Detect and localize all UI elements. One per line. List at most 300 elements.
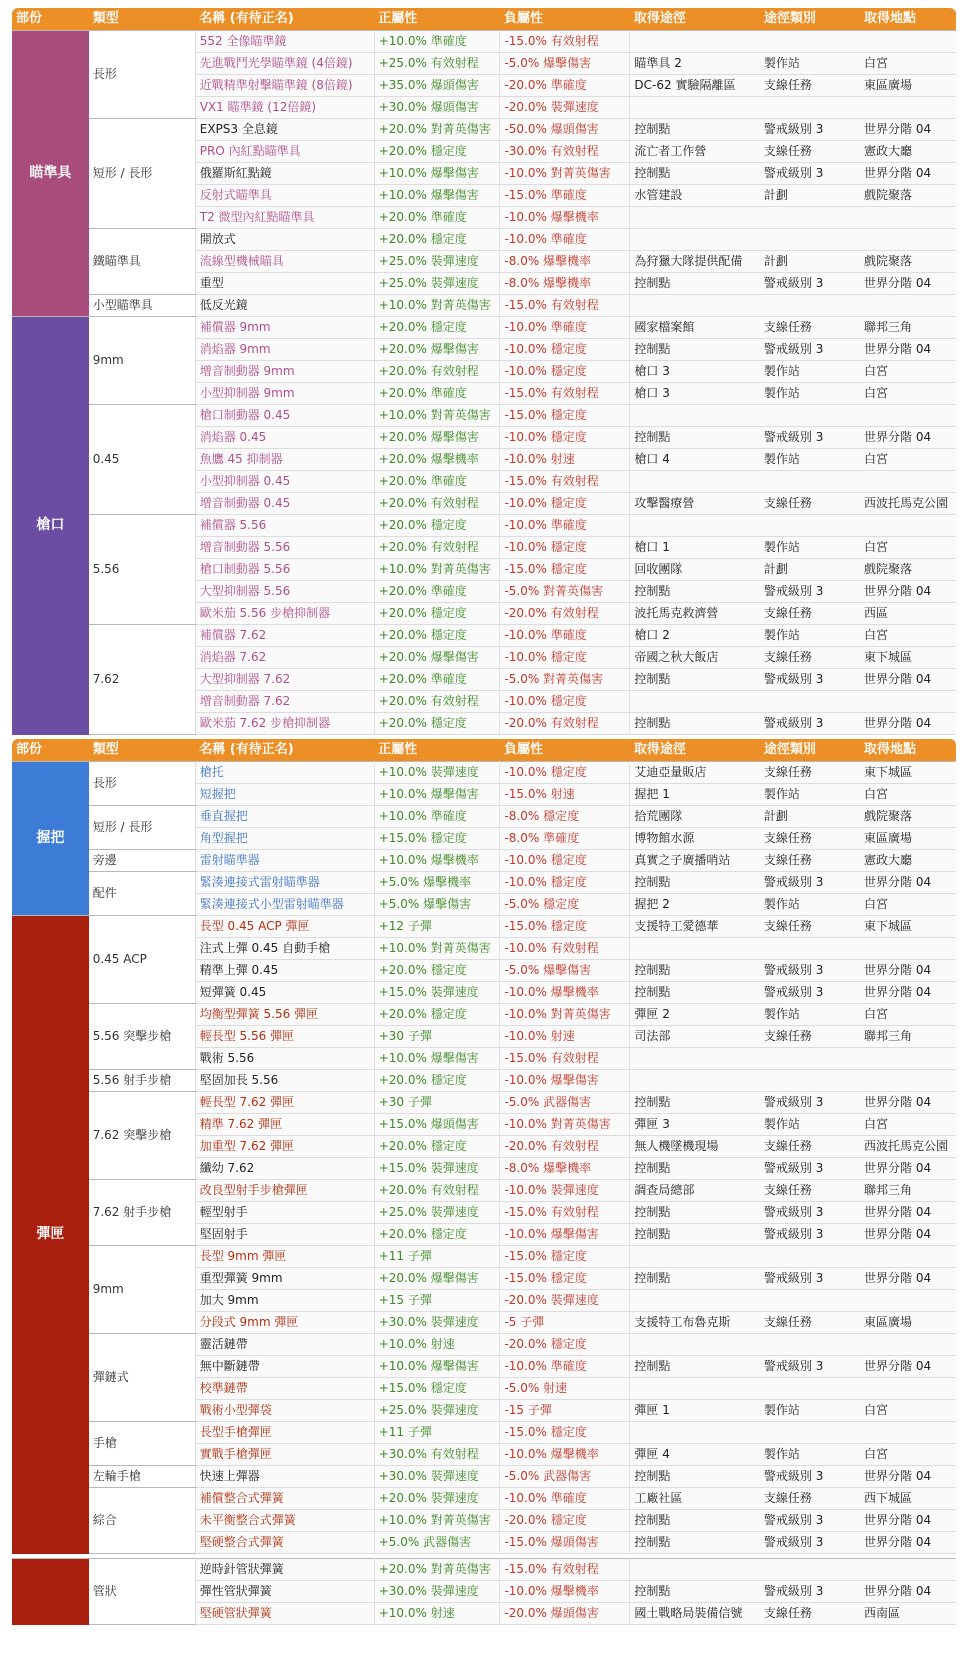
negative-attr: -10.0% 穩定度 bbox=[500, 850, 630, 872]
method-type bbox=[760, 515, 860, 537]
item-name[interactable]: EXPS3 全息鏡 bbox=[195, 119, 374, 141]
positive-attr: +10.0% 爆擊機率 bbox=[374, 850, 500, 872]
item-name[interactable]: 校準鏈帶 bbox=[195, 1378, 374, 1400]
item-name[interactable]: 堅硬整合式彈簧 bbox=[195, 1532, 374, 1554]
positive-attr: +30.0% 裝彈速度 bbox=[374, 1581, 500, 1603]
method-type: 計劃 bbox=[760, 185, 860, 207]
negative-attr: -10.0% 對菁英傷害 bbox=[500, 1114, 630, 1136]
item-name[interactable]: 槍口制動器 0.45 bbox=[195, 405, 374, 427]
attachment-table bbox=[12, 1558, 956, 1625]
item-name[interactable]: 補償整合式彈簧 bbox=[195, 1488, 374, 1510]
table-row bbox=[12, 1559, 956, 1581]
method-type: 支線任務 bbox=[760, 1180, 860, 1202]
item-name[interactable]: 重型 bbox=[195, 273, 374, 295]
method-type: 警戒級別 3 bbox=[760, 872, 860, 894]
positive-attr: +20.0% 有效射程 bbox=[374, 493, 500, 515]
type-cell: 配件 bbox=[89, 872, 196, 916]
item-name[interactable]: 短彈簧 0.45 bbox=[195, 982, 374, 1004]
type-cell: 長形 bbox=[89, 762, 196, 806]
item-name[interactable]: 反射式瞄準具 bbox=[195, 185, 374, 207]
positive-attr: +10.0% 裝彈速度 bbox=[374, 762, 500, 784]
negative-attr: -10.0% 穩定度 bbox=[500, 691, 630, 713]
acquire-method: 真實之子廣播哨站 bbox=[630, 850, 760, 872]
item-name[interactable]: 角型握把 bbox=[195, 828, 374, 850]
item-name[interactable]: 魚鷹 45 抑制器 bbox=[195, 449, 374, 471]
item-name[interactable]: 俄羅斯紅點鏡 bbox=[195, 163, 374, 185]
item-name[interactable]: 消焰器 7.62 bbox=[195, 647, 374, 669]
positive-attr: +10.0% 爆擊傷害 bbox=[374, 185, 500, 207]
acquire-location: 世界分階 04 bbox=[860, 982, 956, 1004]
item-name[interactable]: 彈性管狀彈簧 bbox=[195, 1581, 374, 1603]
negative-attr: -15.0% 有效射程 bbox=[500, 295, 630, 317]
item-name[interactable]: 纖幼 7.62 bbox=[195, 1158, 374, 1180]
table-row bbox=[12, 1466, 956, 1488]
acquire-location: 東區廣場 bbox=[860, 828, 956, 850]
positive-attr: +30.0% 裝彈速度 bbox=[374, 1312, 500, 1334]
category-cell: 握把 bbox=[12, 762, 89, 916]
column-header: 途徑類別 bbox=[760, 8, 860, 31]
acquire-location: 東區廣場 bbox=[860, 75, 956, 97]
acquire-location bbox=[860, 1048, 956, 1070]
positive-attr: +15.0% 穩定度 bbox=[374, 828, 500, 850]
item-name[interactable]: 精準 7.62 彈匣 bbox=[195, 1114, 374, 1136]
acquire-location: 西波托馬克公園 bbox=[860, 1136, 956, 1158]
acquire-location bbox=[860, 1290, 956, 1312]
item-name[interactable]: 消焰器 9mm bbox=[195, 339, 374, 361]
negative-attr: -8.0% 爆擊機率 bbox=[500, 1158, 630, 1180]
negative-attr: -5.0% 對菁英傷害 bbox=[500, 581, 630, 603]
positive-attr: +30 子彈 bbox=[374, 1092, 500, 1114]
acquire-method: 槍口 4 bbox=[630, 449, 760, 471]
positive-attr: +20.0% 對菁英傷害 bbox=[374, 119, 500, 141]
type-cell: 小型瞄準具 bbox=[89, 295, 196, 317]
item-name[interactable]: 大型抑制器 7.62 bbox=[195, 669, 374, 691]
acquire-location: 白宮 bbox=[860, 1400, 956, 1422]
positive-attr: +20.0% 準確度 bbox=[374, 383, 500, 405]
item-name[interactable]: 緊湊連接式小型雷射瞄準器 bbox=[195, 894, 374, 916]
negative-attr: -10.0% 準確度 bbox=[500, 229, 630, 251]
negative-attr: -10.0% 準確度 bbox=[500, 1488, 630, 1510]
table-section bbox=[12, 8, 956, 735]
method-type: 支線任務 bbox=[760, 1603, 860, 1625]
acquire-method bbox=[630, 1559, 760, 1581]
acquire-location: 白宮 bbox=[860, 537, 956, 559]
item-name[interactable]: 靈活鏈帶 bbox=[195, 1334, 374, 1356]
acquire-method: 控制點 bbox=[630, 1092, 760, 1114]
type-cell: 鐵瞄準具 bbox=[89, 229, 196, 295]
negative-attr: -15.0% 爆頭傷害 bbox=[500, 1532, 630, 1554]
acquire-location: 戲院聚落 bbox=[860, 559, 956, 581]
item-name[interactable]: 補償器 5.56 bbox=[195, 515, 374, 537]
acquire-method: 控制點 bbox=[630, 1224, 760, 1246]
attachment-table bbox=[12, 739, 956, 1554]
method-type: 警戒級別 3 bbox=[760, 1268, 860, 1290]
item-name[interactable]: 流線型機械瞄具 bbox=[195, 251, 374, 273]
method-type: 支線任務 bbox=[760, 1312, 860, 1334]
table-row bbox=[12, 1246, 956, 1268]
item-name[interactable]: 精準上彈 0.45 bbox=[195, 960, 374, 982]
method-type: 警戒級別 3 bbox=[760, 1158, 860, 1180]
positive-attr: +20.0% 穩定度 bbox=[374, 141, 500, 163]
acquire-method: 瞄準具 2 bbox=[630, 53, 760, 75]
negative-attr: -15.0% 有效射程 bbox=[500, 1202, 630, 1224]
positive-attr: +20.0% 準確度 bbox=[374, 471, 500, 493]
item-name[interactable]: 增音制動器 9mm bbox=[195, 361, 374, 383]
acquire-method: 水管建設 bbox=[630, 185, 760, 207]
positive-attr: +20.0% 穩定度 bbox=[374, 713, 500, 735]
positive-attr: +10.0% 準確度 bbox=[374, 806, 500, 828]
positive-attr: +10.0% 對菁英傷害 bbox=[374, 1510, 500, 1532]
type-cell: 短形 / 長形 bbox=[89, 806, 196, 850]
negative-attr: -10.0% 射速 bbox=[500, 449, 630, 471]
item-name[interactable]: 戰術 5.56 bbox=[195, 1048, 374, 1070]
method-type: 製作站 bbox=[760, 784, 860, 806]
positive-attr: +15.0% 裝彈速度 bbox=[374, 982, 500, 1004]
item-name[interactable]: 補償器 9mm bbox=[195, 317, 374, 339]
positive-attr: +15.0% 穩定度 bbox=[374, 1378, 500, 1400]
negative-attr: -15.0% 有效射程 bbox=[500, 31, 630, 53]
method-type bbox=[760, 229, 860, 251]
acquire-location: 聯邦三角 bbox=[860, 1026, 956, 1048]
item-name[interactable]: 長型手槍彈匣 bbox=[195, 1422, 374, 1444]
acquire-method bbox=[630, 405, 760, 427]
acquire-method bbox=[630, 1246, 760, 1268]
positive-attr: +30.0% 裝彈速度 bbox=[374, 1466, 500, 1488]
acquire-location: 聯邦三角 bbox=[860, 317, 956, 339]
method-type: 支線任務 bbox=[760, 850, 860, 872]
acquire-method bbox=[630, 1422, 760, 1444]
acquire-location: 戲院聚落 bbox=[860, 251, 956, 273]
item-name[interactable]: 歐米茄 7.62 步槍抑制器 bbox=[195, 713, 374, 735]
item-name[interactable]: 增音制動器 0.45 bbox=[195, 493, 374, 515]
positive-attr: +15 子彈 bbox=[374, 1290, 500, 1312]
positive-attr: +30.0% 有效射程 bbox=[374, 1444, 500, 1466]
table-row bbox=[12, 625, 956, 647]
column-header: 正屬性 bbox=[374, 8, 500, 31]
positive-attr: +20.0% 對菁英傷害 bbox=[374, 1559, 500, 1581]
negative-attr: -15.0% 有效射程 bbox=[500, 1048, 630, 1070]
item-name[interactable]: 增音制動器 7.62 bbox=[195, 691, 374, 713]
item-name[interactable]: 逆時針管狀彈簧 bbox=[195, 1559, 374, 1581]
negative-attr: -10.0% 對菁英傷害 bbox=[500, 163, 630, 185]
item-name[interactable]: 緊湊連接式雷射瞄準器 bbox=[195, 872, 374, 894]
acquire-method: 波托馬克救濟營 bbox=[630, 603, 760, 625]
negative-attr: -10.0% 穩定度 bbox=[500, 427, 630, 449]
acquire-location: 白宮 bbox=[860, 383, 956, 405]
positive-attr: +20.0% 穩定度 bbox=[374, 1224, 500, 1246]
positive-attr: +11 子彈 bbox=[374, 1246, 500, 1268]
item-name[interactable]: 分段式 9mm 彈匣 bbox=[195, 1312, 374, 1334]
acquire-location bbox=[860, 31, 956, 53]
item-name[interactable]: 堅固加長 5.56 bbox=[195, 1070, 374, 1092]
acquire-location: 世界分階 04 bbox=[860, 1268, 956, 1290]
method-type bbox=[760, 405, 860, 427]
negative-attr: -10.0% 穩定度 bbox=[500, 339, 630, 361]
acquire-method: 控制點 bbox=[630, 1158, 760, 1180]
method-type: 支線任務 bbox=[760, 647, 860, 669]
acquire-method: 控制點 bbox=[630, 1532, 760, 1554]
acquire-location: 世界分階 04 bbox=[860, 1224, 956, 1246]
negative-attr: -15.0% 穩定度 bbox=[500, 1268, 630, 1290]
positive-attr: +25.0% 裝彈速度 bbox=[374, 1400, 500, 1422]
negative-attr: -5.0% 爆擊傷害 bbox=[500, 960, 630, 982]
acquire-method: 彈匣 3 bbox=[630, 1114, 760, 1136]
negative-attr: -5.0% 穩定度 bbox=[500, 894, 630, 916]
acquire-location: 世界分階 04 bbox=[860, 1581, 956, 1603]
column-header: 名稱 (有待正名) bbox=[195, 8, 374, 31]
positive-attr: +20.0% 爆擊傷害 bbox=[374, 647, 500, 669]
type-cell: 左輪手槍 bbox=[89, 1466, 196, 1488]
acquire-location: 白宮 bbox=[860, 1114, 956, 1136]
acquire-method: 控制點 bbox=[630, 1202, 760, 1224]
acquire-method: 彈匣 4 bbox=[630, 1444, 760, 1466]
method-type: 支線任務 bbox=[760, 762, 860, 784]
negative-attr: -5.0% 爆擊傷害 bbox=[500, 53, 630, 75]
item-name[interactable]: 大型抑制器 5.56 bbox=[195, 581, 374, 603]
acquire-location: 世界分階 04 bbox=[860, 339, 956, 361]
positive-attr: +20.0% 爆擊機率 bbox=[374, 449, 500, 471]
method-type: 警戒級別 3 bbox=[760, 119, 860, 141]
positive-attr: +20.0% 穩定度 bbox=[374, 960, 500, 982]
column-header: 取得途徑 bbox=[630, 8, 760, 31]
negative-attr: -15.0% 射速 bbox=[500, 784, 630, 806]
positive-attr: +35.0% 爆頭傷害 bbox=[374, 75, 500, 97]
negative-attr: -20.0% 裝彈速度 bbox=[500, 97, 630, 119]
type-cell: 5.56 bbox=[89, 515, 196, 625]
item-name[interactable]: 堅固射手 bbox=[195, 1224, 374, 1246]
item-name[interactable]: 快速上彈器 bbox=[195, 1466, 374, 1488]
item-name[interactable]: 改良型射手步槍彈匣 bbox=[195, 1180, 374, 1202]
positive-attr: +20.0% 穩定度 bbox=[374, 625, 500, 647]
negative-attr: -20.0% 準確度 bbox=[500, 75, 630, 97]
item-name[interactable]: 輕長型 5.56 彈匣 bbox=[195, 1026, 374, 1048]
item-name[interactable]: 低反光鏡 bbox=[195, 295, 374, 317]
table-row bbox=[12, 806, 956, 828]
negative-attr: -10.0% 爆擊機率 bbox=[500, 1444, 630, 1466]
item-name[interactable]: 近戰精準射擊瞄準鏡 (8倍鏡) bbox=[195, 75, 374, 97]
acquire-method bbox=[630, 1048, 760, 1070]
method-type: 警戒級別 3 bbox=[760, 982, 860, 1004]
acquire-method: 控制點 bbox=[630, 1581, 760, 1603]
negative-attr: -10.0% 穩定度 bbox=[500, 537, 630, 559]
acquire-location: 白宮 bbox=[860, 1004, 956, 1026]
negative-attr: -5.0% 武器傷害 bbox=[500, 1466, 630, 1488]
acquire-method bbox=[630, 471, 760, 493]
acquire-location bbox=[860, 1334, 956, 1356]
method-type: 製作站 bbox=[760, 53, 860, 75]
item-name[interactable]: 未平衡整合式彈簧 bbox=[195, 1510, 374, 1532]
method-type: 警戒級別 3 bbox=[760, 960, 860, 982]
acquire-method: 控制點 bbox=[630, 1268, 760, 1290]
type-cell: 7.62 射手步槍 bbox=[89, 1180, 196, 1246]
column-header: 類型 bbox=[89, 739, 196, 762]
acquire-method bbox=[630, 938, 760, 960]
positive-attr: +20.0% 裝彈速度 bbox=[374, 1488, 500, 1510]
table-row bbox=[12, 229, 956, 251]
method-type: 警戒級別 3 bbox=[760, 427, 860, 449]
negative-attr: -10.0% 穩定度 bbox=[500, 762, 630, 784]
column-header: 部份 bbox=[12, 8, 89, 31]
item-name[interactable]: 增音制動器 5.56 bbox=[195, 537, 374, 559]
acquire-method: 回收團隊 bbox=[630, 559, 760, 581]
method-type: 製作站 bbox=[760, 1400, 860, 1422]
acquire-location: 世界分階 04 bbox=[860, 1092, 956, 1114]
positive-attr: +20.0% 爆擊傷害 bbox=[374, 339, 500, 361]
acquire-location: 西波托馬克公園 bbox=[860, 493, 956, 515]
category-cell: 彈匣 bbox=[12, 916, 89, 1554]
negative-attr: -20.0% 有效射程 bbox=[500, 1136, 630, 1158]
item-name[interactable]: 堅硬管狀彈簧 bbox=[195, 1603, 374, 1625]
item-name[interactable]: 重型彈簧 9mm bbox=[195, 1268, 374, 1290]
item-name[interactable]: 加重型 7.62 彈匣 bbox=[195, 1136, 374, 1158]
item-name[interactable]: 雷射瞄準器 bbox=[195, 850, 374, 872]
item-name[interactable]: 實戰手槍彈匣 bbox=[195, 1444, 374, 1466]
item-name[interactable]: 補償器 7.62 bbox=[195, 625, 374, 647]
negative-attr: -15.0% 有效射程 bbox=[500, 1559, 630, 1581]
item-name[interactable]: PRO 內紅點瞄準具 bbox=[195, 141, 374, 163]
acquire-method: 槍口 3 bbox=[630, 383, 760, 405]
positive-attr: +20.0% 穩定度 bbox=[374, 1136, 500, 1158]
method-type bbox=[760, 1048, 860, 1070]
negative-attr: -15.0% 有效射程 bbox=[500, 383, 630, 405]
method-type: 警戒級別 3 bbox=[760, 1092, 860, 1114]
item-name[interactable]: 長型 9mm 彈匣 bbox=[195, 1246, 374, 1268]
item-name[interactable]: 552 全像瞄準鏡 bbox=[195, 31, 374, 53]
method-type bbox=[760, 1334, 860, 1356]
acquire-method: 帝國之秋大飯店 bbox=[630, 647, 760, 669]
acquire-method bbox=[630, 295, 760, 317]
acquire-location: 世界分階 04 bbox=[860, 119, 956, 141]
method-type: 支線任務 bbox=[760, 603, 860, 625]
item-name[interactable]: 注式上彈 0.45 自動手槍 bbox=[195, 938, 374, 960]
item-name[interactable]: VX1 瞄準鏡 (12倍鏡) bbox=[195, 97, 374, 119]
positive-attr: +20.0% 穩定度 bbox=[374, 229, 500, 251]
item-name[interactable]: 無中斷鏈帶 bbox=[195, 1356, 374, 1378]
item-name[interactable]: 短握把 bbox=[195, 784, 374, 806]
table-row bbox=[12, 1004, 956, 1026]
method-type bbox=[760, 691, 860, 713]
method-type: 警戒級別 3 bbox=[760, 669, 860, 691]
acquire-method: 握把 1 bbox=[630, 784, 760, 806]
acquire-location: 西南區 bbox=[860, 1603, 956, 1625]
item-name[interactable]: 槍口制動器 5.56 bbox=[195, 559, 374, 581]
positive-attr: +15.0% 裝彈速度 bbox=[374, 1158, 500, 1180]
item-name[interactable]: 輕長型 7.62 彈匣 bbox=[195, 1092, 374, 1114]
acquire-method: 控制點 bbox=[630, 1466, 760, 1488]
negative-attr: -10.0% 爆擊機率 bbox=[500, 1581, 630, 1603]
method-type bbox=[760, 1422, 860, 1444]
acquire-method: 支援特工布魯克斯 bbox=[630, 1312, 760, 1334]
acquire-method: 槍口 3 bbox=[630, 361, 760, 383]
negative-attr: -10.0% 準確度 bbox=[500, 515, 630, 537]
table-row bbox=[12, 295, 956, 317]
negative-attr: -5.0% 對菁英傷害 bbox=[500, 669, 630, 691]
method-type: 警戒級別 3 bbox=[760, 1532, 860, 1554]
header-row bbox=[12, 8, 956, 31]
acquire-method bbox=[630, 97, 760, 119]
negative-attr: -15.0% 穩定度 bbox=[500, 1422, 630, 1444]
method-type: 警戒級別 3 bbox=[760, 1466, 860, 1488]
item-name[interactable]: 長型 0.45 ACP 彈匣 bbox=[195, 916, 374, 938]
positive-attr: +10.0% 準確度 bbox=[374, 31, 500, 53]
table-row bbox=[12, 872, 956, 894]
acquire-location: 白宮 bbox=[860, 361, 956, 383]
table-row bbox=[12, 850, 956, 872]
item-name[interactable]: T2 微型內紅點瞄準具 bbox=[195, 207, 374, 229]
positive-attr: +20.0% 有效射程 bbox=[374, 1180, 500, 1202]
acquire-method: 控制點 bbox=[630, 339, 760, 361]
acquire-method: 控制點 bbox=[630, 581, 760, 603]
item-name[interactable]: 小型抑制器 0.45 bbox=[195, 471, 374, 493]
item-name[interactable]: 輕型射手 bbox=[195, 1202, 374, 1224]
method-type: 製作站 bbox=[760, 625, 860, 647]
method-type bbox=[760, 471, 860, 493]
acquire-method: 控制點 bbox=[630, 960, 760, 982]
type-cell: 5.56 突擊步槍 bbox=[89, 1004, 196, 1070]
item-name[interactable]: 垂直握把 bbox=[195, 806, 374, 828]
acquire-method: 支援特工愛德華 bbox=[630, 916, 760, 938]
method-type bbox=[760, 938, 860, 960]
acquire-method: 國土戰略局裝備信號 bbox=[630, 1603, 760, 1625]
positive-attr: +20.0% 穩定度 bbox=[374, 1004, 500, 1026]
acquire-location: 世界分階 04 bbox=[860, 1202, 956, 1224]
method-type bbox=[760, 1559, 860, 1581]
item-name[interactable]: 加大 9mm bbox=[195, 1290, 374, 1312]
category-cell: 槍口 bbox=[12, 317, 89, 735]
positive-attr: +20.0% 有效射程 bbox=[374, 691, 500, 713]
positive-attr: +30 子彈 bbox=[374, 1026, 500, 1048]
method-type: 製作站 bbox=[760, 1004, 860, 1026]
negative-attr: -20.0% 穩定度 bbox=[500, 1510, 630, 1532]
acquire-location: 戲院聚落 bbox=[860, 185, 956, 207]
positive-attr: +25.0% 有效射程 bbox=[374, 53, 500, 75]
item-name[interactable]: 先進戰鬥光學瞄準鏡 (4倍鏡) bbox=[195, 53, 374, 75]
negative-attr: -5 子彈 bbox=[500, 1312, 630, 1334]
item-name[interactable]: 消焰器 0.45 bbox=[195, 427, 374, 449]
item-name[interactable]: 均衡型彈簧 5.56 彈匣 bbox=[195, 1004, 374, 1026]
item-name[interactable]: 小型抑制器 9mm bbox=[195, 383, 374, 405]
item-name[interactable]: 槍托 bbox=[195, 762, 374, 784]
acquire-method: 彈匣 2 bbox=[630, 1004, 760, 1026]
acquire-location bbox=[860, 207, 956, 229]
negative-attr: -10.0% 有效射程 bbox=[500, 938, 630, 960]
acquire-location: 世界分階 04 bbox=[860, 163, 956, 185]
method-type: 警戒級別 3 bbox=[760, 273, 860, 295]
method-type: 製作站 bbox=[760, 1114, 860, 1136]
type-cell: 7.62 突擊步槍 bbox=[89, 1092, 196, 1180]
method-type: 警戒級別 3 bbox=[760, 1202, 860, 1224]
item-name[interactable]: 歐米茄 5.56 步槍抑制器 bbox=[195, 603, 374, 625]
acquire-location: 白宮 bbox=[860, 894, 956, 916]
method-type: 支線任務 bbox=[760, 1026, 860, 1048]
acquire-location: 世界分階 04 bbox=[860, 960, 956, 982]
method-type: 警戒級別 3 bbox=[760, 1224, 860, 1246]
positive-attr: +10.0% 對菁英傷害 bbox=[374, 938, 500, 960]
item-name[interactable]: 戰術小型彈袋 bbox=[195, 1400, 374, 1422]
positive-attr: +20.0% 準確度 bbox=[374, 669, 500, 691]
item-name[interactable]: 開放式 bbox=[195, 229, 374, 251]
acquire-location: 白宮 bbox=[860, 53, 956, 75]
positive-attr: +11 子彈 bbox=[374, 1422, 500, 1444]
positive-attr: +15.0% 爆頭傷害 bbox=[374, 1114, 500, 1136]
method-type: 製作站 bbox=[760, 1444, 860, 1466]
acquire-method: 控制點 bbox=[630, 982, 760, 1004]
acquire-location: 戲院聚落 bbox=[860, 806, 956, 828]
acquire-method: 無人機墜機現場 bbox=[630, 1136, 760, 1158]
acquire-method: 控制點 bbox=[630, 119, 760, 141]
table-row bbox=[12, 762, 956, 784]
negative-attr: -5.0% 武器傷害 bbox=[500, 1092, 630, 1114]
